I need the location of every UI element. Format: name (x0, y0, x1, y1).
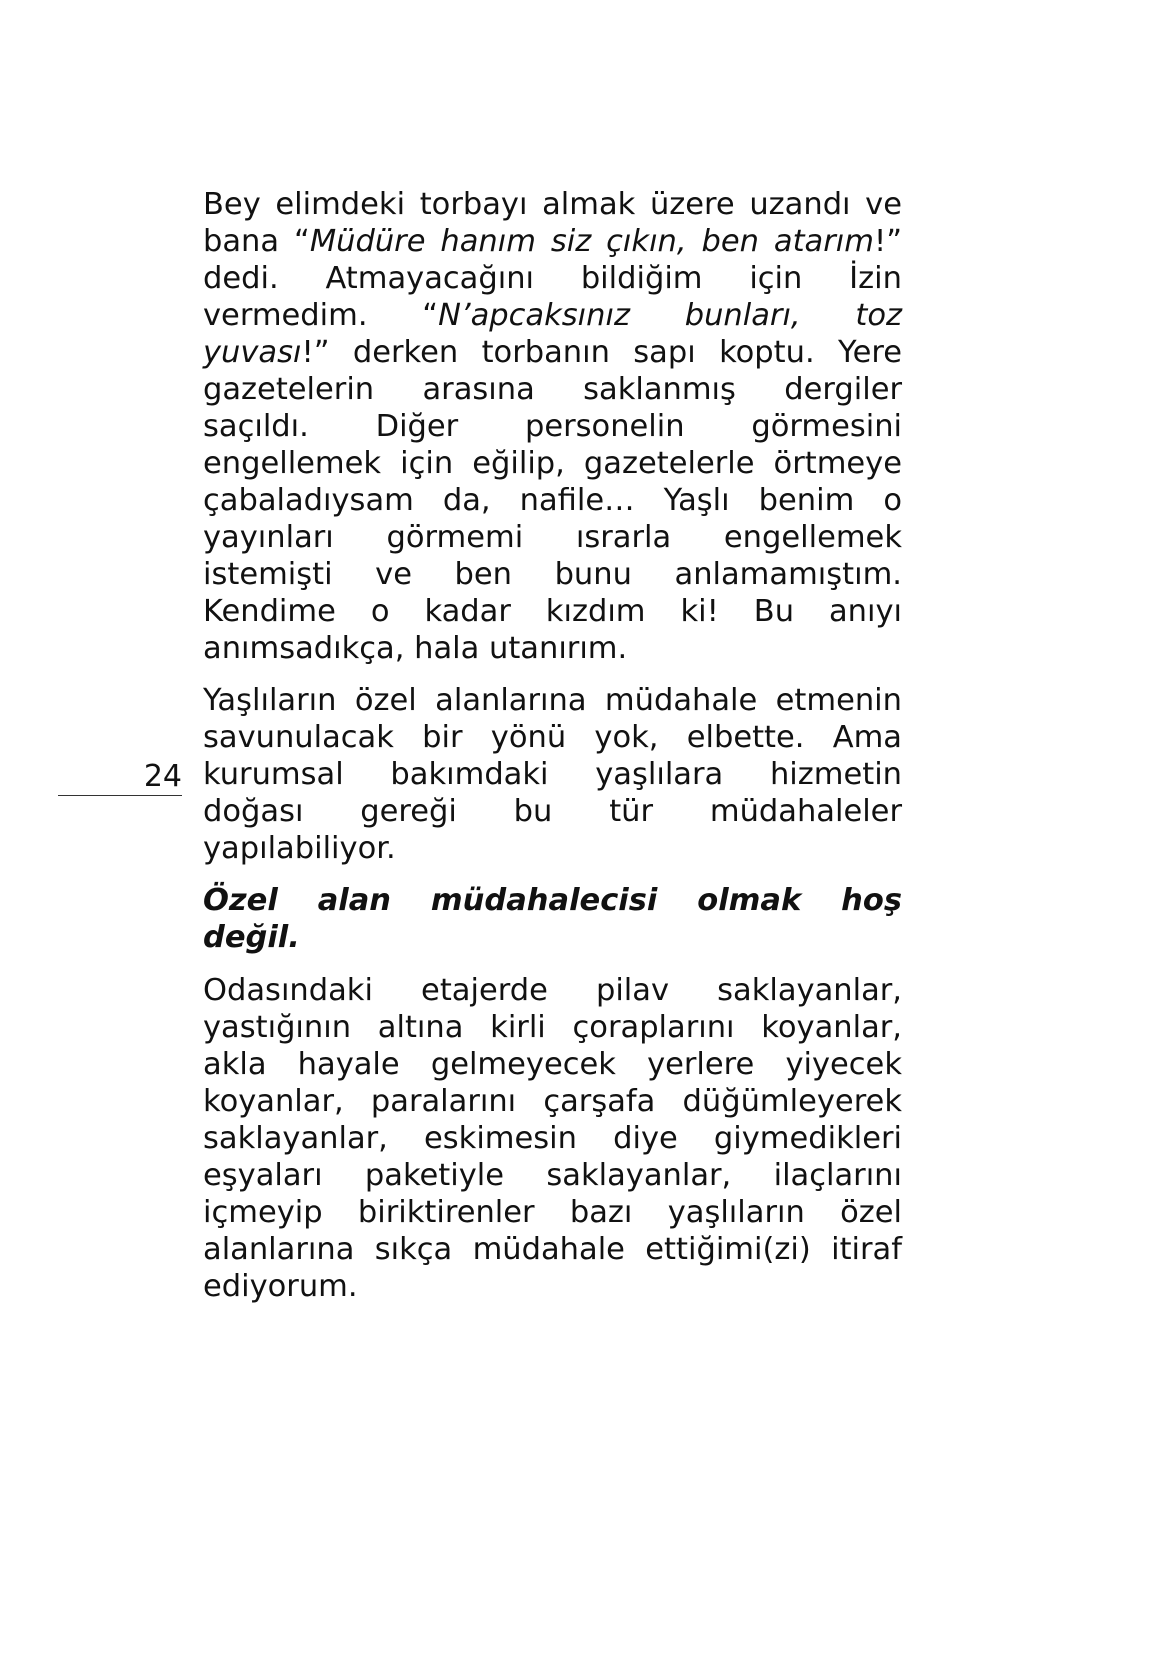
text-segment: !” (873, 224, 902, 259)
text-line (203, 1157, 902, 1194)
text-line (203, 1046, 902, 1083)
text-segment: eşyaları paketiyle saklayanlar, ilaçlarını (203, 1158, 902, 1193)
text-segment: yayınları görmemi ısrarla engellemek (203, 520, 902, 555)
page-number: 24 (143, 759, 182, 794)
text-segment: engellemek için eğilip, gazetelerle örtmeye (203, 446, 902, 481)
text-line (203, 1083, 902, 1120)
text-line (203, 260, 902, 297)
text-line (203, 297, 902, 334)
text-segment: alanlarına sıkça müdahale ettiğimi(zi) itiraf (203, 1232, 902, 1267)
text-segment: içmeyip biriktirenler bazı yaşlıların özel (203, 1195, 902, 1230)
text-segment: çabaladıysam da, nafile… Yaşlı benim o (203, 483, 902, 518)
text-line (203, 1009, 902, 1046)
text-segment: Bey elimdeki torbayı almak üzere uzandı ve (203, 187, 902, 222)
text-line (203, 756, 902, 793)
section-heading (203, 882, 902, 956)
text-segment: anımsadıkça, hala utanırım. (203, 631, 628, 666)
text-segment: vermedim. “ (203, 298, 439, 333)
text-segment: kurumsal bakımdaki yaşlılara hizmetin (203, 757, 902, 792)
text-line (203, 519, 902, 556)
text-line (203, 408, 902, 445)
text-segment: koyanlar, paralarını çarşafa düğümleyerek (203, 1084, 902, 1119)
text-segment: doğası gereği bu tür müdahaleler (203, 794, 902, 829)
text-segment: yastığının altına kirli çoraplarını koyanlar, (203, 1010, 902, 1045)
text-segment: yuvası (203, 335, 302, 370)
text-line (203, 682, 902, 719)
text-line (203, 223, 902, 260)
text-line (203, 1120, 902, 1157)
text-line (203, 882, 902, 919)
text-segment: saçıldı. Diğer personelin görmesini (203, 409, 902, 444)
text-segment: yapılabiliyor. (203, 831, 396, 866)
text-line (203, 371, 902, 408)
text-segment: bana “ (203, 224, 310, 259)
text-segment: ediyorum. (203, 1269, 358, 1304)
text-line (203, 445, 902, 482)
text-line (203, 593, 902, 630)
paragraph-2 (203, 682, 902, 867)
text-line (203, 830, 902, 867)
text-line (203, 630, 902, 667)
text-segment: Özel alan müdahalecisi olmak hoş (203, 883, 902, 918)
text-segment: istemişti ve ben bunu anlamamıştım. (203, 557, 902, 592)
text-segment: Yaşlıların özel alanlarına müdahale etmenin (203, 683, 902, 718)
text-line (203, 719, 902, 756)
text-line (203, 1194, 902, 1231)
text-segment: değil. (203, 920, 300, 955)
text-line (203, 1231, 902, 1268)
text-segment: N’apcaksınız bunları, toz (438, 298, 902, 333)
text-segment: Müdüre hanım siz çıkın, ben atarım (309, 224, 874, 259)
text-segment: gazetelerin arasına saklanmış dergiler (203, 372, 902, 407)
text-segment: Odasındaki etajerde pilav saklayanlar, (203, 973, 902, 1008)
page-number-rule (58, 795, 182, 796)
text-line (203, 186, 902, 223)
text-line (203, 919, 902, 956)
text-line (203, 793, 902, 830)
text-segment: !” derken torbanın sapı koptu. Yere (301, 335, 902, 370)
paragraph-3 (203, 972, 902, 1305)
text-segment: akla hayale gelmeyecek yerlere yiyecek (203, 1047, 902, 1082)
text-line (203, 972, 902, 1009)
paragraph-1 (203, 186, 902, 667)
text-segment: Kendime o kadar kızdım ki! Bu anıyı (203, 594, 902, 629)
text-segment: savunulacak bir yönü yok, elbette. Ama (203, 720, 902, 755)
text-line (203, 556, 902, 593)
text-line (203, 482, 902, 519)
text-line (203, 334, 902, 371)
text-segment: saklayanlar, eskimesin diye giymedikleri (203, 1121, 902, 1156)
text-line (203, 1268, 902, 1305)
text-segment: dedi. Atmayacağını bildiğim için İzin (203, 261, 902, 296)
